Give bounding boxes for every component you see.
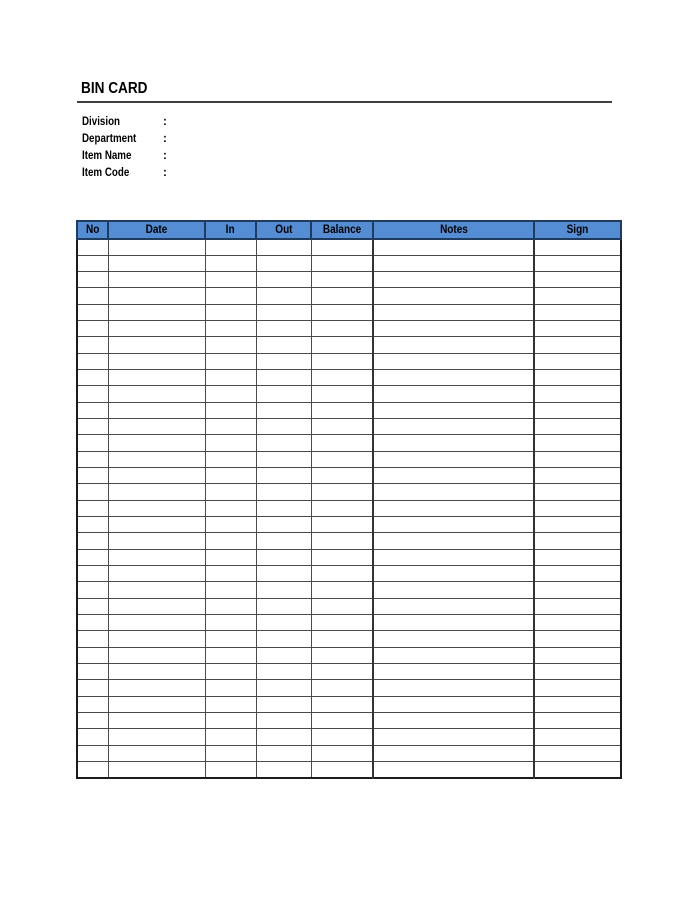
empty-cell — [205, 533, 256, 549]
empty-cell — [373, 500, 534, 516]
empty-cell — [77, 745, 108, 761]
empty-cell — [108, 484, 205, 500]
empty-cell — [373, 566, 534, 582]
empty-cell — [534, 484, 621, 500]
empty-cell — [77, 435, 108, 451]
empty-cell — [373, 517, 534, 533]
empty-cell — [373, 647, 534, 663]
table-row — [77, 745, 621, 761]
empty-cell — [205, 582, 256, 598]
empty-cell — [534, 402, 621, 418]
table-row — [77, 468, 621, 484]
empty-cell — [256, 451, 311, 467]
table-body — [77, 239, 621, 778]
empty-cell — [311, 566, 373, 582]
empty-cell — [534, 729, 621, 745]
empty-cell — [534, 353, 621, 369]
empty-cell — [108, 239, 205, 255]
field-label-division: Division — [82, 116, 121, 129]
table-row — [77, 647, 621, 663]
empty-cell — [108, 631, 205, 647]
empty-cell — [77, 321, 108, 337]
table-row — [77, 321, 621, 337]
empty-cell — [205, 402, 256, 418]
empty-cell — [534, 713, 621, 729]
empty-cell — [373, 468, 534, 484]
empty-cell — [256, 272, 311, 288]
empty-cell — [256, 386, 311, 402]
empty-cell — [205, 680, 256, 696]
empty-cell — [205, 615, 256, 631]
empty-cell — [77, 517, 108, 533]
empty-cell — [77, 566, 108, 582]
field-colon: : — [163, 166, 167, 179]
empty-cell — [256, 484, 311, 500]
empty-cell — [108, 321, 205, 337]
empty-cell — [534, 647, 621, 663]
empty-cell — [373, 435, 534, 451]
empty-cell — [108, 566, 205, 582]
empty-cell — [311, 582, 373, 598]
empty-cell — [205, 598, 256, 614]
field-label-item-code: Item Code — [82, 166, 130, 179]
column-header-out: Out — [256, 221, 311, 239]
empty-cell — [77, 386, 108, 402]
empty-cell — [534, 582, 621, 598]
empty-cell — [205, 451, 256, 467]
empty-cell — [77, 713, 108, 729]
empty-cell — [534, 272, 621, 288]
empty-cell — [534, 386, 621, 402]
empty-cell — [205, 370, 256, 386]
empty-cell — [108, 288, 205, 304]
empty-cell — [205, 549, 256, 565]
empty-cell — [205, 729, 256, 745]
empty-cell — [77, 615, 108, 631]
empty-cell — [373, 484, 534, 500]
empty-cell — [373, 745, 534, 761]
empty-cell — [534, 435, 621, 451]
empty-cell — [108, 255, 205, 271]
empty-cell — [256, 745, 311, 761]
empty-cell — [77, 533, 108, 549]
empty-cell — [311, 370, 373, 386]
empty-cell — [311, 696, 373, 712]
table-row — [77, 304, 621, 320]
table-row — [77, 500, 621, 516]
empty-cell — [311, 762, 373, 778]
empty-cell — [534, 631, 621, 647]
empty-cell — [534, 680, 621, 696]
empty-cell — [108, 370, 205, 386]
table-row — [77, 762, 621, 778]
empty-cell — [311, 484, 373, 500]
empty-cell — [373, 304, 534, 320]
info-row-item-code — [82, 164, 295, 181]
column-header-date: Date — [108, 221, 205, 239]
empty-cell — [205, 647, 256, 663]
empty-cell — [205, 745, 256, 761]
empty-cell — [108, 337, 205, 353]
empty-cell — [77, 484, 108, 500]
empty-cell — [108, 680, 205, 696]
empty-cell — [256, 402, 311, 418]
empty-cell — [311, 517, 373, 533]
empty-cell — [534, 321, 621, 337]
empty-cell — [311, 288, 373, 304]
empty-cell — [205, 321, 256, 337]
empty-cell — [373, 386, 534, 402]
empty-cell — [256, 762, 311, 778]
empty-cell — [256, 304, 311, 320]
empty-cell — [205, 255, 256, 271]
field-label-item-name: Item Name — [82, 149, 132, 162]
empty-cell — [256, 353, 311, 369]
table-row — [77, 451, 621, 467]
empty-cell — [256, 288, 311, 304]
column-header-balance: Balance — [311, 221, 373, 239]
empty-cell — [205, 517, 256, 533]
empty-cell — [77, 304, 108, 320]
empty-cell — [311, 353, 373, 369]
empty-cell — [108, 729, 205, 745]
empty-cell — [373, 582, 534, 598]
table-row — [77, 664, 621, 680]
empty-cell — [108, 272, 205, 288]
empty-cell — [256, 419, 311, 435]
empty-cell — [108, 419, 205, 435]
empty-cell — [256, 713, 311, 729]
empty-cell — [108, 549, 205, 565]
empty-cell — [77, 500, 108, 516]
empty-cell — [205, 500, 256, 516]
empty-cell — [256, 598, 311, 614]
empty-cell — [311, 598, 373, 614]
empty-cell — [77, 664, 108, 680]
empty-cell — [77, 680, 108, 696]
empty-cell — [205, 713, 256, 729]
empty-cell — [534, 304, 621, 320]
empty-cell — [108, 664, 205, 680]
empty-cell — [256, 517, 311, 533]
empty-cell — [373, 680, 534, 696]
empty-cell — [205, 337, 256, 353]
empty-cell — [108, 615, 205, 631]
empty-cell — [534, 500, 621, 516]
empty-cell — [311, 451, 373, 467]
empty-cell — [373, 713, 534, 729]
table-header-row — [77, 221, 621, 239]
empty-cell — [108, 402, 205, 418]
empty-cell — [108, 582, 205, 598]
info-row-item-name — [82, 148, 295, 165]
empty-cell — [205, 468, 256, 484]
empty-cell — [77, 288, 108, 304]
table-row — [77, 370, 621, 386]
empty-cell — [77, 696, 108, 712]
empty-cell — [373, 337, 534, 353]
empty-cell — [534, 696, 621, 712]
empty-cell — [373, 631, 534, 647]
empty-cell — [311, 402, 373, 418]
empty-cell — [256, 500, 311, 516]
table-row — [77, 288, 621, 304]
empty-cell — [373, 321, 534, 337]
empty-cell — [77, 370, 108, 386]
table-row — [77, 419, 621, 435]
empty-cell — [311, 631, 373, 647]
empty-cell — [373, 598, 534, 614]
empty-cell — [108, 598, 205, 614]
empty-cell — [534, 239, 621, 255]
table-row — [77, 696, 621, 712]
empty-cell — [373, 549, 534, 565]
table-row — [77, 615, 621, 631]
empty-cell — [534, 255, 621, 271]
empty-cell — [256, 549, 311, 565]
empty-cell — [77, 647, 108, 663]
empty-cell — [205, 288, 256, 304]
column-header-sign: Sign — [534, 221, 621, 239]
empty-cell — [534, 566, 621, 582]
empty-cell — [534, 549, 621, 565]
empty-cell — [311, 680, 373, 696]
table-row — [77, 402, 621, 418]
info-row-department — [82, 131, 295, 148]
empty-cell — [77, 729, 108, 745]
empty-cell — [77, 402, 108, 418]
empty-cell — [77, 762, 108, 778]
table-row — [77, 435, 621, 451]
column-header-notes: Notes — [373, 221, 534, 239]
empty-cell — [311, 533, 373, 549]
empty-cell — [534, 615, 621, 631]
field-colon: : — [163, 133, 167, 146]
table-row — [77, 353, 621, 369]
empty-cell — [205, 664, 256, 680]
empty-cell — [108, 647, 205, 663]
empty-cell — [77, 468, 108, 484]
empty-cell — [373, 451, 534, 467]
field-label-department: Department — [82, 133, 137, 146]
empty-cell — [205, 239, 256, 255]
table-row — [77, 484, 621, 500]
empty-cell — [311, 435, 373, 451]
empty-cell — [373, 696, 534, 712]
empty-cell — [534, 598, 621, 614]
empty-cell — [373, 729, 534, 745]
empty-cell — [373, 272, 534, 288]
table-row — [77, 582, 621, 598]
empty-cell — [77, 598, 108, 614]
empty-cell — [205, 566, 256, 582]
empty-cell — [205, 435, 256, 451]
empty-cell — [108, 517, 205, 533]
empty-cell — [77, 582, 108, 598]
table-row — [77, 680, 621, 696]
table-row — [77, 729, 621, 745]
empty-cell — [256, 729, 311, 745]
empty-cell — [77, 272, 108, 288]
info-row-division — [82, 114, 295, 131]
empty-cell — [108, 304, 205, 320]
empty-cell — [534, 762, 621, 778]
empty-cell — [311, 549, 373, 565]
empty-cell — [108, 762, 205, 778]
page-title — [77, 80, 612, 97]
field-colon: : — [163, 149, 167, 162]
empty-cell — [205, 484, 256, 500]
column-header-in: In — [205, 221, 256, 239]
empty-cell — [311, 386, 373, 402]
empty-cell — [311, 729, 373, 745]
empty-cell — [534, 533, 621, 549]
empty-cell — [256, 664, 311, 680]
empty-cell — [256, 582, 311, 598]
empty-cell — [205, 386, 256, 402]
empty-cell — [77, 239, 108, 255]
table-row — [77, 533, 621, 549]
empty-cell — [256, 533, 311, 549]
empty-cell — [205, 419, 256, 435]
empty-cell — [311, 647, 373, 663]
empty-cell — [256, 435, 311, 451]
empty-cell — [256, 255, 311, 271]
table-row — [77, 549, 621, 565]
empty-cell — [256, 370, 311, 386]
empty-cell — [108, 745, 205, 761]
empty-cell — [534, 664, 621, 680]
empty-cell — [311, 664, 373, 680]
empty-cell — [373, 533, 534, 549]
empty-cell — [311, 255, 373, 271]
empty-cell — [108, 713, 205, 729]
empty-cell — [311, 615, 373, 631]
empty-cell — [108, 696, 205, 712]
empty-cell — [256, 468, 311, 484]
info-fields — [82, 114, 295, 181]
empty-cell — [77, 419, 108, 435]
table-row — [77, 239, 621, 255]
bin-card-table — [76, 220, 622, 779]
empty-cell — [534, 337, 621, 353]
empty-cell — [108, 468, 205, 484]
empty-cell — [256, 696, 311, 712]
empty-cell — [373, 762, 534, 778]
empty-cell — [373, 239, 534, 255]
empty-cell — [311, 745, 373, 761]
table-row — [77, 272, 621, 288]
empty-cell — [373, 353, 534, 369]
empty-cell — [108, 386, 205, 402]
table-row — [77, 337, 621, 353]
empty-cell — [373, 402, 534, 418]
empty-cell — [108, 435, 205, 451]
empty-cell — [256, 321, 311, 337]
empty-cell — [205, 272, 256, 288]
empty-cell — [205, 762, 256, 778]
empty-cell — [77, 353, 108, 369]
empty-cell — [77, 451, 108, 467]
empty-cell — [256, 615, 311, 631]
empty-cell — [534, 288, 621, 304]
empty-cell — [373, 419, 534, 435]
empty-cell — [108, 533, 205, 549]
empty-cell — [534, 745, 621, 761]
empty-cell — [256, 337, 311, 353]
table-row — [77, 255, 621, 271]
empty-cell — [373, 664, 534, 680]
title-block — [77, 80, 612, 103]
table-row — [77, 631, 621, 647]
field-colon: : — [163, 116, 167, 129]
empty-cell — [205, 353, 256, 369]
empty-cell — [311, 468, 373, 484]
table-row — [77, 598, 621, 614]
empty-cell — [256, 239, 311, 255]
empty-cell — [311, 500, 373, 516]
empty-cell — [256, 566, 311, 582]
empty-cell — [373, 255, 534, 271]
page-title-text: BIN CARD — [81, 80, 148, 97]
empty-cell — [373, 288, 534, 304]
empty-cell — [534, 451, 621, 467]
empty-cell — [534, 370, 621, 386]
empty-cell — [311, 321, 373, 337]
empty-cell — [108, 500, 205, 516]
empty-cell — [77, 337, 108, 353]
empty-cell — [77, 631, 108, 647]
empty-cell — [311, 304, 373, 320]
empty-cell — [77, 549, 108, 565]
empty-cell — [205, 696, 256, 712]
empty-cell — [77, 255, 108, 271]
empty-cell — [534, 419, 621, 435]
table-row — [77, 386, 621, 402]
empty-cell — [534, 517, 621, 533]
empty-cell — [311, 239, 373, 255]
empty-cell — [256, 631, 311, 647]
column-header-no: No — [77, 221, 108, 239]
empty-cell — [534, 468, 621, 484]
empty-cell — [311, 337, 373, 353]
empty-cell — [256, 680, 311, 696]
table-row — [77, 713, 621, 729]
empty-cell — [205, 304, 256, 320]
empty-cell — [205, 631, 256, 647]
empty-cell — [108, 451, 205, 467]
table-row — [77, 566, 621, 582]
empty-cell — [311, 713, 373, 729]
empty-cell — [108, 353, 205, 369]
table-row — [77, 517, 621, 533]
empty-cell — [311, 419, 373, 435]
empty-cell — [256, 647, 311, 663]
empty-cell — [311, 272, 373, 288]
empty-cell — [373, 370, 534, 386]
empty-cell — [373, 615, 534, 631]
